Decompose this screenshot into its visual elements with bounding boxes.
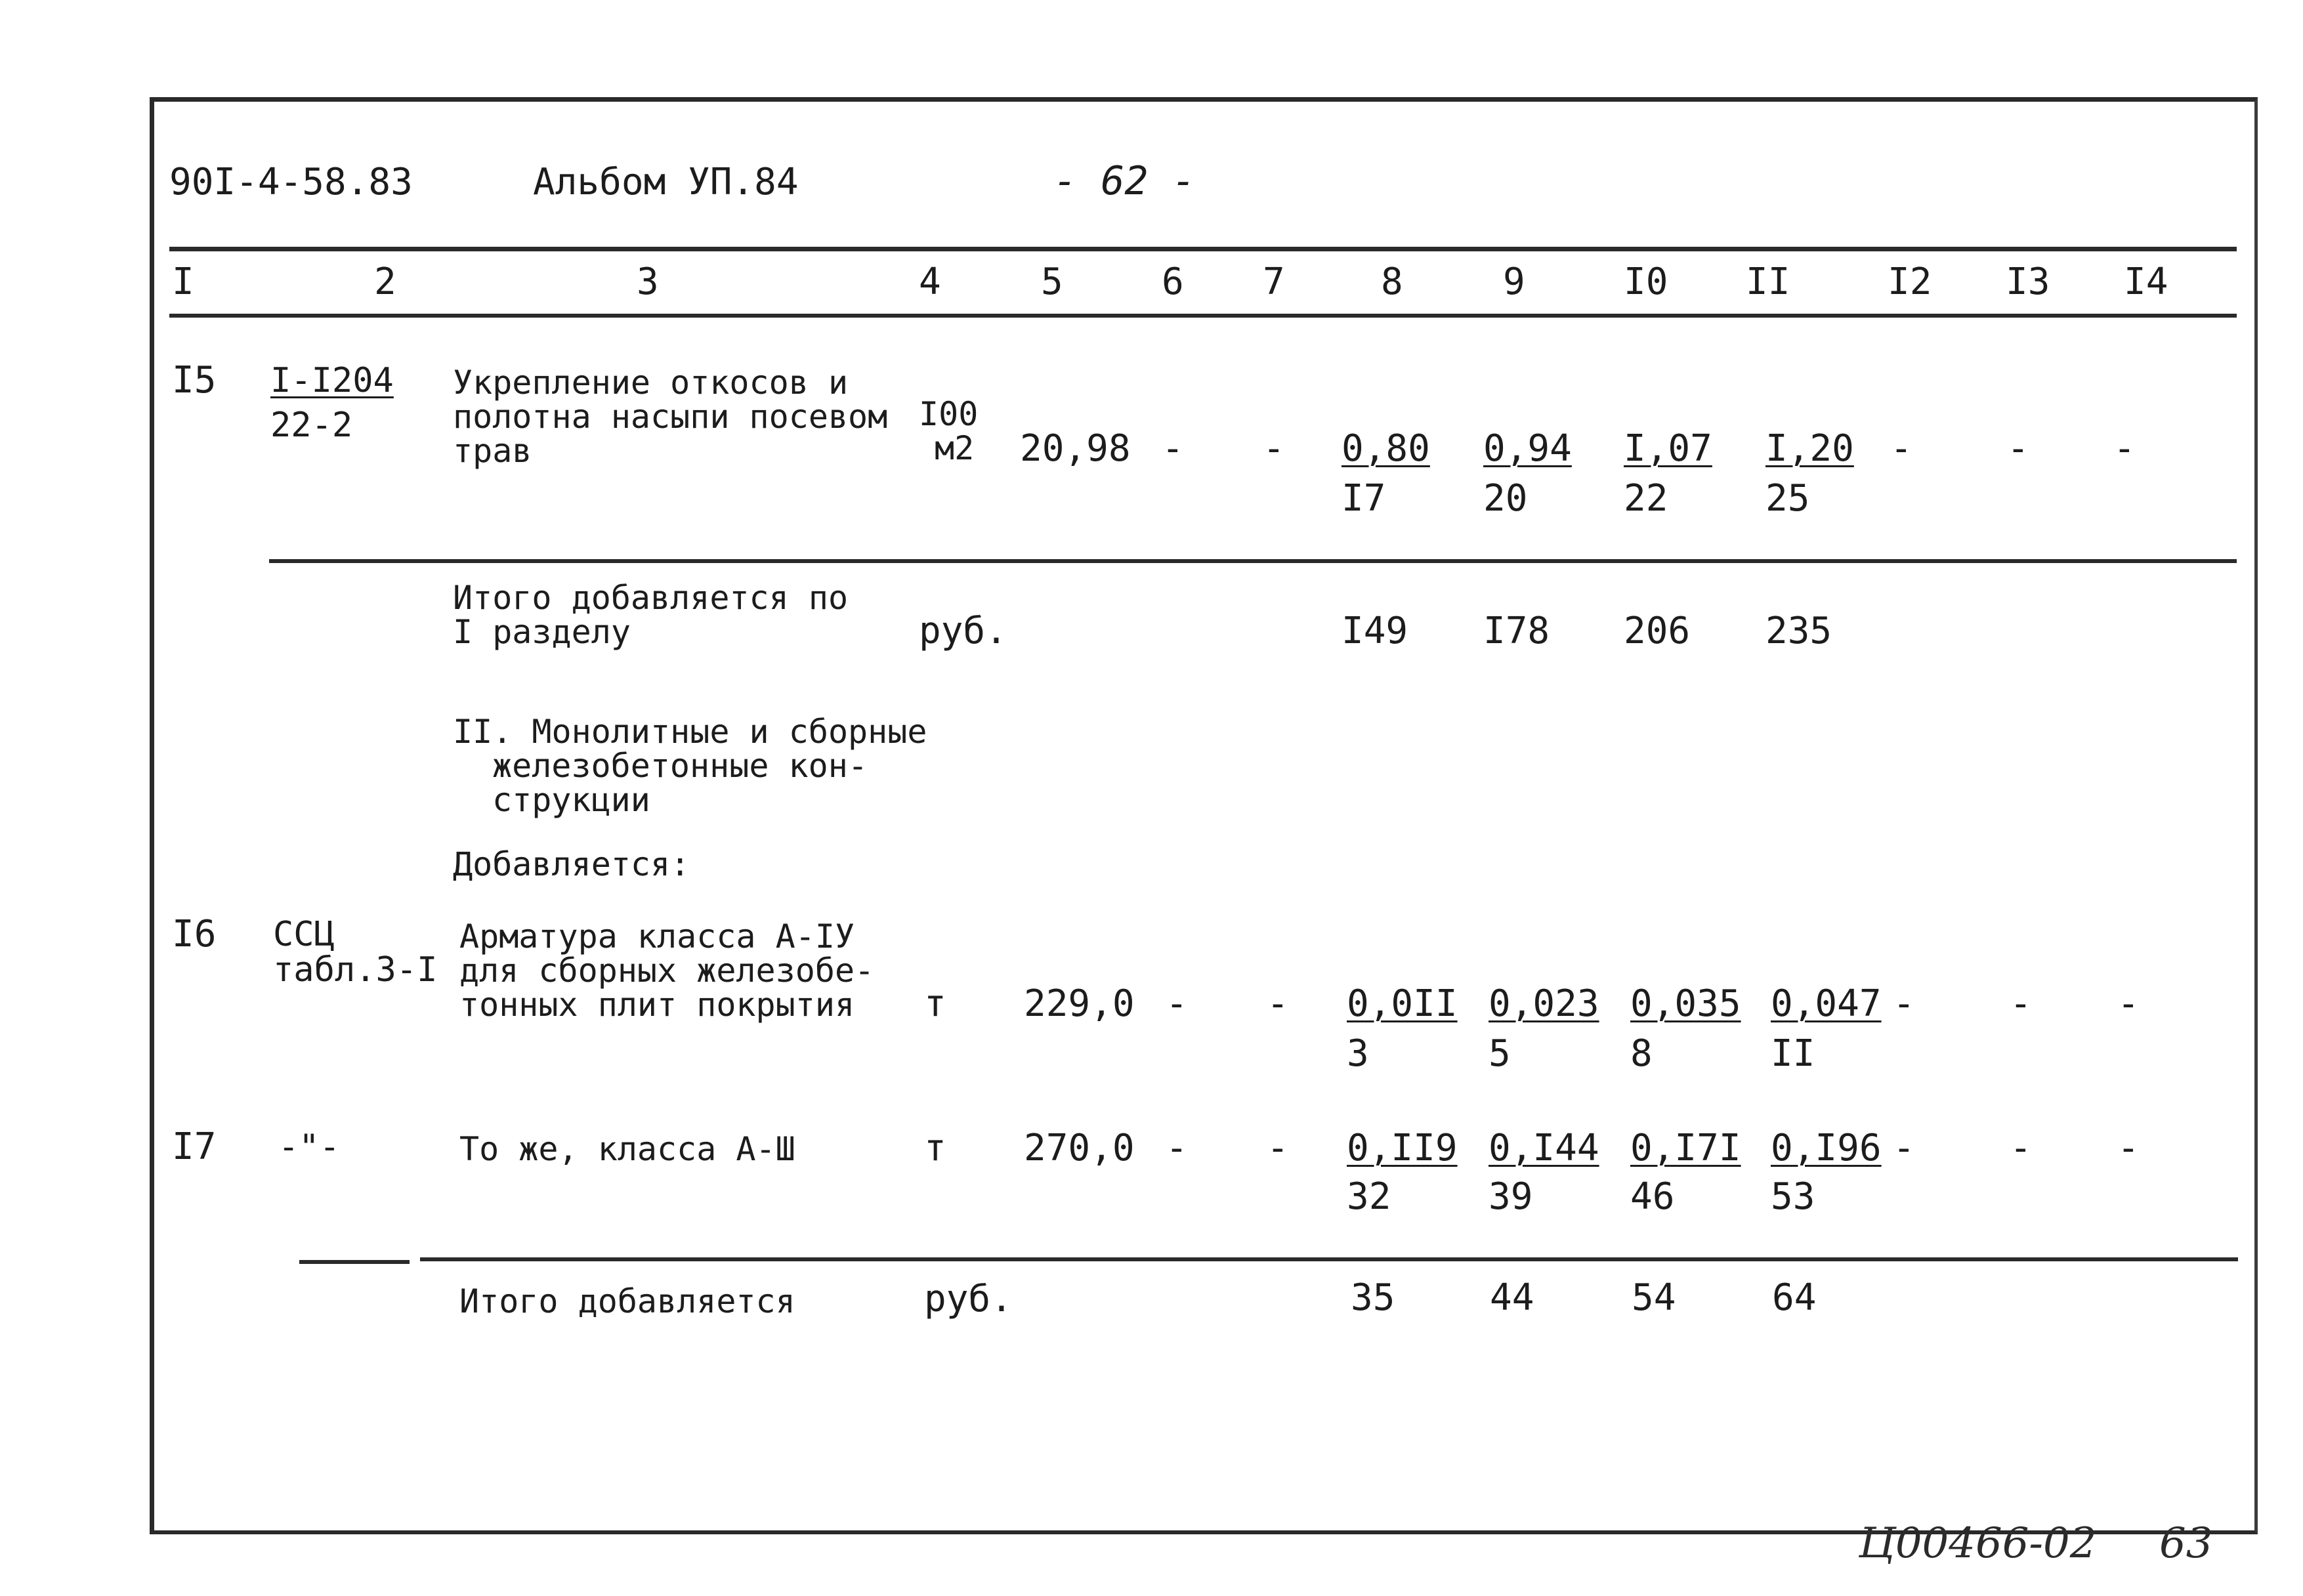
row-value-bottom: 8 — [1630, 1032, 1653, 1075]
section-title-line: железобетонные кон- — [492, 747, 868, 785]
column-header-10: I0 — [1624, 261, 1668, 303]
row-col14: - — [2117, 982, 2140, 1025]
row-unit-top: т — [924, 1127, 946, 1169]
row-value-bottom: 32 — [1347, 1175, 1391, 1218]
row-value-top: 0,I7I — [1630, 1127, 1741, 1169]
doc-code: 90I-4-58.83 — [169, 161, 413, 203]
row-value-top: 0,I96 — [1771, 1127, 1882, 1169]
column-header-1: I — [172, 261, 194, 303]
column-header-7: 7 — [1263, 261, 1285, 303]
column-header-6: 6 — [1162, 261, 1184, 303]
row-col7: - — [1267, 1127, 1289, 1169]
row-value-bottom: 46 — [1630, 1175, 1675, 1218]
row-col7: - — [1263, 427, 1285, 470]
album-title: Альбом УП.84 — [533, 161, 799, 203]
row-description-line: тонных плит покрытия — [459, 986, 855, 1024]
row-value-bottom: 20 — [1483, 477, 1528, 520]
row-value-top: 0,035 — [1630, 982, 1741, 1025]
row-price: 270,0 — [1024, 1127, 1135, 1169]
row-value-bottom: 53 — [1771, 1175, 1815, 1218]
column-header-4: 4 — [919, 261, 941, 303]
row-price: 229,0 — [1024, 982, 1135, 1025]
row-unit-top: т — [924, 982, 946, 1025]
subtotal-label-line: Итого добавляется по — [453, 579, 849, 617]
row-number: I5 — [172, 359, 217, 402]
row-col14: - — [2117, 1127, 2140, 1169]
header-rule-top — [169, 247, 2237, 251]
subtotal-rule — [420, 1257, 2238, 1261]
row-unit-bottom: м2 — [935, 429, 975, 467]
row-number: I7 — [172, 1125, 217, 1168]
row-description-line: То же, класса А-Ш — [459, 1130, 795, 1168]
row-value-top: 0,II9 — [1347, 1127, 1458, 1169]
row-number: I6 — [172, 913, 217, 956]
subtotal-unit: руб. — [924, 1278, 1013, 1320]
subtotal-label: Итого добавляется — [459, 1282, 795, 1320]
row-value-top: I,07 — [1624, 427, 1712, 470]
row-code-main: I-I204 — [270, 361, 394, 400]
column-header-2: 2 — [374, 261, 396, 303]
row-col12: - — [1890, 427, 1912, 470]
row-description-line: полотна насыпи посевом — [453, 398, 888, 436]
subtotal-rule — [299, 1260, 410, 1264]
row-value-top: 0,80 — [1342, 427, 1430, 470]
section-added-label: Добавляется: — [453, 845, 690, 883]
row-value-top: 0,0II — [1347, 982, 1458, 1025]
row-col12: - — [1893, 982, 1915, 1025]
sheet-number: 63 — [2159, 1519, 2213, 1568]
subtotal-value: 235 — [1765, 610, 1832, 652]
row-value-bottom: II — [1771, 1032, 1815, 1075]
header-rule-bottom — [169, 314, 2237, 318]
row-value-top: I,20 — [1765, 427, 1854, 470]
row-col7: - — [1267, 982, 1289, 1025]
row-description-line: трав — [453, 432, 532, 470]
column-header-13: I3 — [2006, 261, 2050, 303]
row-col6: - — [1166, 982, 1188, 1025]
subtotal-rule — [269, 559, 2237, 563]
column-header-12: I2 — [1888, 261, 1932, 303]
row-code-sub: 22-2 — [270, 406, 353, 445]
row-description-line: для сборных железобе- — [459, 952, 875, 990]
section-title-line: II. Монолитные и сборные — [453, 713, 927, 751]
subtotal-value: I49 — [1342, 610, 1408, 652]
row-value-bottom: I7 — [1342, 477, 1386, 520]
subtotal-label-line: I разделу — [453, 613, 631, 651]
subtotal-value: 54 — [1632, 1276, 1676, 1319]
row-description-line: Укрепление откосов и — [453, 364, 849, 402]
subtotal-value: 44 — [1490, 1276, 1534, 1319]
row-code-main: ССЦ — [273, 915, 335, 954]
row-col6: - — [1166, 1127, 1188, 1169]
row-value-top: 0,94 — [1483, 427, 1572, 470]
row-col13: - — [2010, 982, 2032, 1025]
column-header-11: II — [1746, 261, 1790, 303]
row-unit-top: I00 — [919, 395, 979, 433]
row-value-top: 0,023 — [1489, 982, 1599, 1025]
row-col12: - — [1893, 1127, 1915, 1169]
row-value-bottom: 5 — [1489, 1032, 1511, 1075]
row-code-sub: табл.3-I — [273, 950, 438, 990]
row-value-bottom: 22 — [1624, 477, 1668, 520]
column-header-3: 3 — [637, 261, 659, 303]
row-code-main: -"- — [278, 1127, 340, 1167]
row-price: 20,98 — [1020, 427, 1131, 470]
subtotal-value: 35 — [1351, 1276, 1395, 1319]
page-number: - 62 - — [1053, 158, 1196, 204]
row-value-top: 0,047 — [1771, 982, 1882, 1025]
handwritten-reference: Ц00466-02 — [1859, 1519, 2097, 1568]
subtotal-value: I78 — [1483, 610, 1550, 652]
row-col6: - — [1162, 427, 1184, 470]
row-value-bottom: 25 — [1765, 477, 1810, 520]
subtotal-value: 64 — [1772, 1276, 1817, 1319]
subtotal-value: 206 — [1624, 610, 1691, 652]
row-value-bottom: 3 — [1347, 1032, 1369, 1075]
row-col14: - — [2113, 427, 2136, 470]
row-value-bottom: 39 — [1489, 1175, 1533, 1218]
section-title-line: струкции — [492, 781, 650, 819]
column-header-8: 8 — [1381, 261, 1403, 303]
column-header-5: 5 — [1041, 261, 1063, 303]
row-col13: - — [2007, 427, 2029, 470]
row-value-top: 0,I44 — [1489, 1127, 1599, 1169]
subtotal-unit: руб. — [919, 610, 1007, 652]
column-header-14: I4 — [2124, 261, 2168, 303]
row-description-line: Арматура класса А-IУ — [459, 917, 855, 956]
column-header-9: 9 — [1503, 261, 1525, 303]
row-col13: - — [2010, 1127, 2032, 1169]
